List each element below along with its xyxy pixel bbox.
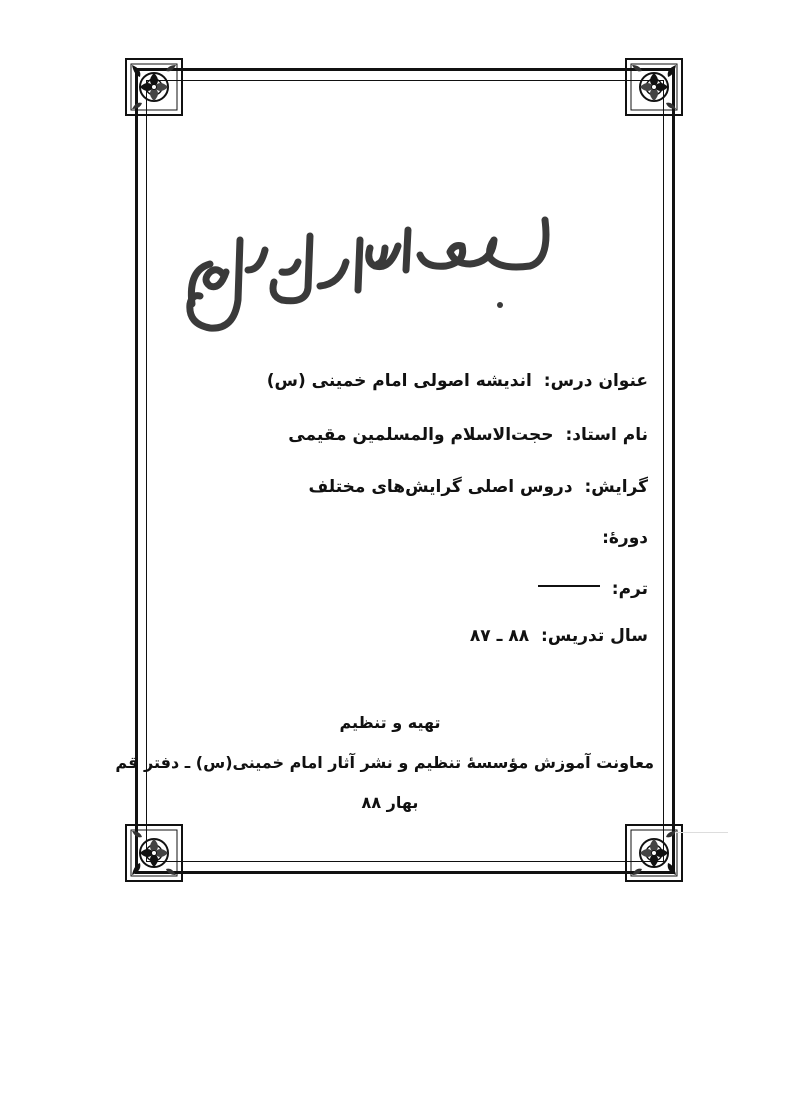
teacher-label: نام استاد: <box>565 425 648 445</box>
year-value: ۸۸ ـ ۸۷ <box>469 626 530 646</box>
course-period-label: دورهٔ: <box>602 528 648 548</box>
branch-label: گرایش: <box>584 477 648 497</box>
course-title-value: اندیشه اصولی امام خمینی (س) <box>266 371 532 391</box>
term-label: ترم: <box>611 579 648 599</box>
year-row <box>470 625 648 647</box>
course-title-row <box>267 370 648 392</box>
course-period-row <box>596 527 648 549</box>
teacher-value: حجت‌الاسلام والمسلمین مقیمی <box>288 425 554 445</box>
corner-ornament-icon <box>124 823 184 883</box>
course-title-label: عنوان درس: <box>543 371 648 391</box>
branch-row <box>309 476 648 498</box>
page-frame-inner <box>115 80 664 862</box>
publication-date: بهار ۸۸ <box>361 793 419 812</box>
divider <box>676 832 728 833</box>
year-label: سال تدریس: <box>541 626 648 646</box>
organization-name: معاونت آموزش مؤسسهٔ تنظیم و نشر آثار امام خمینی(س) ـ دفتر قم <box>115 753 654 772</box>
term-row <box>538 578 648 600</box>
branch-value: دروس اصلی گرایش‌های مختلف <box>308 477 573 497</box>
prepared-by-heading: تهیه و تنظیم <box>339 713 441 732</box>
corner-ornament-icon <box>624 823 684 883</box>
corner-ornament-icon <box>124 57 184 117</box>
term-blank-line <box>538 585 600 587</box>
teacher-row <box>288 424 648 446</box>
corner-ornament-icon <box>624 57 684 117</box>
basmala-calligraphy <box>170 200 565 350</box>
